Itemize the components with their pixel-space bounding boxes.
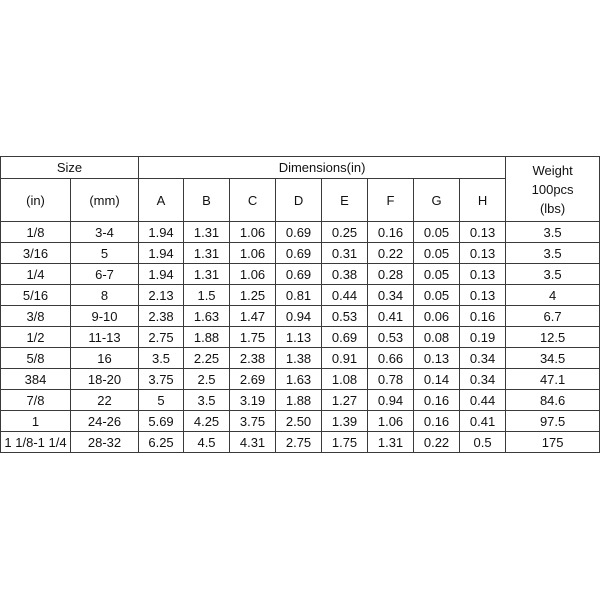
cell-g: 0.22 <box>414 432 460 453</box>
cell-g: 0.16 <box>414 411 460 432</box>
cell-e: 1.08 <box>322 369 368 390</box>
cell-a: 2.13 <box>139 285 184 306</box>
cell-a: 2.75 <box>139 327 184 348</box>
cell-g: 0.06 <box>414 306 460 327</box>
column-header-b: B <box>184 179 230 222</box>
column-header-mm: (mm) <box>71 179 139 222</box>
cell-d: 0.69 <box>276 243 322 264</box>
cell-h: 0.13 <box>460 285 506 306</box>
cell-e: 0.25 <box>322 222 368 243</box>
cell-f: 0.94 <box>368 390 414 411</box>
cell-size-in: 1 1/8-1 1/4 <box>1 432 71 453</box>
table-row <box>1 390 600 411</box>
cell-d: 2.75 <box>276 432 322 453</box>
cell-e: 0.31 <box>322 243 368 264</box>
cell-g: 0.05 <box>414 243 460 264</box>
cell-a: 5.69 <box>139 411 184 432</box>
cell-c: 3.75 <box>230 411 276 432</box>
cell-e: 1.39 <box>322 411 368 432</box>
cell-g: 0.13 <box>414 348 460 369</box>
cell-d: 0.81 <box>276 285 322 306</box>
table-row <box>1 285 600 306</box>
cell-weight: 4 <box>506 285 600 306</box>
cell-size-in: 1/8 <box>1 222 71 243</box>
cell-size-mm: 5 <box>71 243 139 264</box>
cell-b: 4.5 <box>184 432 230 453</box>
cell-h: 0.44 <box>460 390 506 411</box>
table-row <box>1 264 600 285</box>
cell-a: 2.38 <box>139 306 184 327</box>
cell-a: 3.75 <box>139 369 184 390</box>
cell-a: 1.94 <box>139 243 184 264</box>
cell-g: 0.16 <box>414 390 460 411</box>
cell-g: 0.05 <box>414 285 460 306</box>
cell-f: 0.53 <box>368 327 414 348</box>
cell-weight: 3.5 <box>506 264 600 285</box>
cell-size-in: 5/8 <box>1 348 71 369</box>
cell-f: 0.66 <box>368 348 414 369</box>
column-header-e: E <box>322 179 368 222</box>
cell-h: 0.13 <box>460 264 506 285</box>
cell-size-mm: 11-13 <box>71 327 139 348</box>
cell-h: 0.16 <box>460 306 506 327</box>
cell-b: 1.31 <box>184 243 230 264</box>
cell-a: 5 <box>139 390 184 411</box>
cell-g: 0.08 <box>414 327 460 348</box>
cell-b: 2.25 <box>184 348 230 369</box>
cell-size-in: 1/4 <box>1 264 71 285</box>
column-header-g: G <box>414 179 460 222</box>
size-group-header: Size <box>1 157 139 179</box>
cell-f: 0.22 <box>368 243 414 264</box>
cell-a: 6.25 <box>139 432 184 453</box>
cell-d: 1.63 <box>276 369 322 390</box>
cell-f: 0.16 <box>368 222 414 243</box>
cell-e: 1.75 <box>322 432 368 453</box>
cell-f: 1.31 <box>368 432 414 453</box>
cell-f: 0.78 <box>368 369 414 390</box>
cell-b: 1.31 <box>184 264 230 285</box>
table-body <box>1 222 600 453</box>
cell-c: 2.69 <box>230 369 276 390</box>
cell-d: 0.69 <box>276 264 322 285</box>
cell-d: 1.38 <box>276 348 322 369</box>
cell-g: 0.14 <box>414 369 460 390</box>
cell-a: 1.94 <box>139 222 184 243</box>
cell-h: 0.34 <box>460 348 506 369</box>
cell-size-mm: 22 <box>71 390 139 411</box>
cell-b: 2.5 <box>184 369 230 390</box>
cell-e: 0.38 <box>322 264 368 285</box>
spec-table-container <box>0 156 600 453</box>
table-row <box>1 243 600 264</box>
cell-size-mm: 3-4 <box>71 222 139 243</box>
cell-size-mm: 16 <box>71 348 139 369</box>
cell-e: 0.44 <box>322 285 368 306</box>
cell-d: 1.88 <box>276 390 322 411</box>
cell-h: 0.19 <box>460 327 506 348</box>
cell-c: 2.38 <box>230 348 276 369</box>
cell-e: 0.91 <box>322 348 368 369</box>
cell-weight: 97.5 <box>506 411 600 432</box>
cell-f: 0.41 <box>368 306 414 327</box>
table-row <box>1 327 600 348</box>
cell-weight: 34.5 <box>506 348 600 369</box>
cell-c: 4.31 <box>230 432 276 453</box>
dimensions-table <box>0 156 600 453</box>
cell-e: 1.27 <box>322 390 368 411</box>
cell-c: 3.19 <box>230 390 276 411</box>
dimensions-group-header: Dimensions(in) <box>139 157 506 179</box>
cell-a: 1.94 <box>139 264 184 285</box>
cell-d: 0.94 <box>276 306 322 327</box>
cell-size-in: 384 <box>1 369 71 390</box>
cell-g: 0.05 <box>414 222 460 243</box>
cell-h: 0.41 <box>460 411 506 432</box>
cell-a: 3.5 <box>139 348 184 369</box>
cell-h: 0.13 <box>460 222 506 243</box>
cell-size-in: 7/8 <box>1 390 71 411</box>
table-row <box>1 348 600 369</box>
cell-d: 1.13 <box>276 327 322 348</box>
header-row-groups <box>1 157 600 179</box>
cell-size-in: 1/2 <box>1 327 71 348</box>
cell-size-mm: 9-10 <box>71 306 139 327</box>
table-row <box>1 411 600 432</box>
table-row <box>1 432 600 453</box>
cell-h: 0.34 <box>460 369 506 390</box>
cell-e: 0.53 <box>322 306 368 327</box>
cell-b: 3.5 <box>184 390 230 411</box>
cell-f: 0.34 <box>368 285 414 306</box>
cell-size-mm: 6-7 <box>71 264 139 285</box>
cell-g: 0.05 <box>414 264 460 285</box>
column-header-a: A <box>139 179 184 222</box>
cell-c: 1.75 <box>230 327 276 348</box>
cell-size-in: 3/16 <box>1 243 71 264</box>
cell-b: 1.5 <box>184 285 230 306</box>
cell-size-mm: 24-26 <box>71 411 139 432</box>
cell-weight: 175 <box>506 432 600 453</box>
cell-c: 1.06 <box>230 243 276 264</box>
weight-header-line2: 100pcs <box>531 181 574 197</box>
table-row <box>1 306 600 327</box>
cell-size-in: 5/16 <box>1 285 71 306</box>
cell-b: 4.25 <box>184 411 230 432</box>
cell-d: 2.50 <box>276 411 322 432</box>
cell-weight: 84.6 <box>506 390 600 411</box>
column-header-f: F <box>368 179 414 222</box>
cell-size-in: 3/8 <box>1 306 71 327</box>
cell-h: 0.13 <box>460 243 506 264</box>
cell-e: 0.69 <box>322 327 368 348</box>
table-row <box>1 369 600 390</box>
weight-header <box>506 157 600 222</box>
column-header-c: C <box>230 179 276 222</box>
cell-b: 1.31 <box>184 222 230 243</box>
cell-b: 1.88 <box>184 327 230 348</box>
cell-size-in: 1 <box>1 411 71 432</box>
cell-c: 1.06 <box>230 222 276 243</box>
cell-h: 0.5 <box>460 432 506 453</box>
table-row <box>1 222 600 243</box>
weight-header-line3: (lbs) <box>539 200 566 216</box>
cell-weight: 3.5 <box>506 222 600 243</box>
cell-c: 1.06 <box>230 264 276 285</box>
column-header-in: (in) <box>1 179 71 222</box>
cell-b: 1.63 <box>184 306 230 327</box>
cell-c: 1.25 <box>230 285 276 306</box>
cell-weight: 6.7 <box>506 306 600 327</box>
cell-size-mm: 8 <box>71 285 139 306</box>
cell-c: 1.47 <box>230 306 276 327</box>
weight-header-line1: Weight <box>532 162 573 178</box>
cell-weight: 47.1 <box>506 369 600 390</box>
cell-weight: 3.5 <box>506 243 600 264</box>
cell-d: 0.69 <box>276 222 322 243</box>
cell-size-mm: 28-32 <box>71 432 139 453</box>
cell-f: 0.28 <box>368 264 414 285</box>
column-header-d: D <box>276 179 322 222</box>
cell-weight: 12.5 <box>506 327 600 348</box>
cell-f: 1.06 <box>368 411 414 432</box>
column-header-h: H <box>460 179 506 222</box>
cell-size-mm: 18-20 <box>71 369 139 390</box>
